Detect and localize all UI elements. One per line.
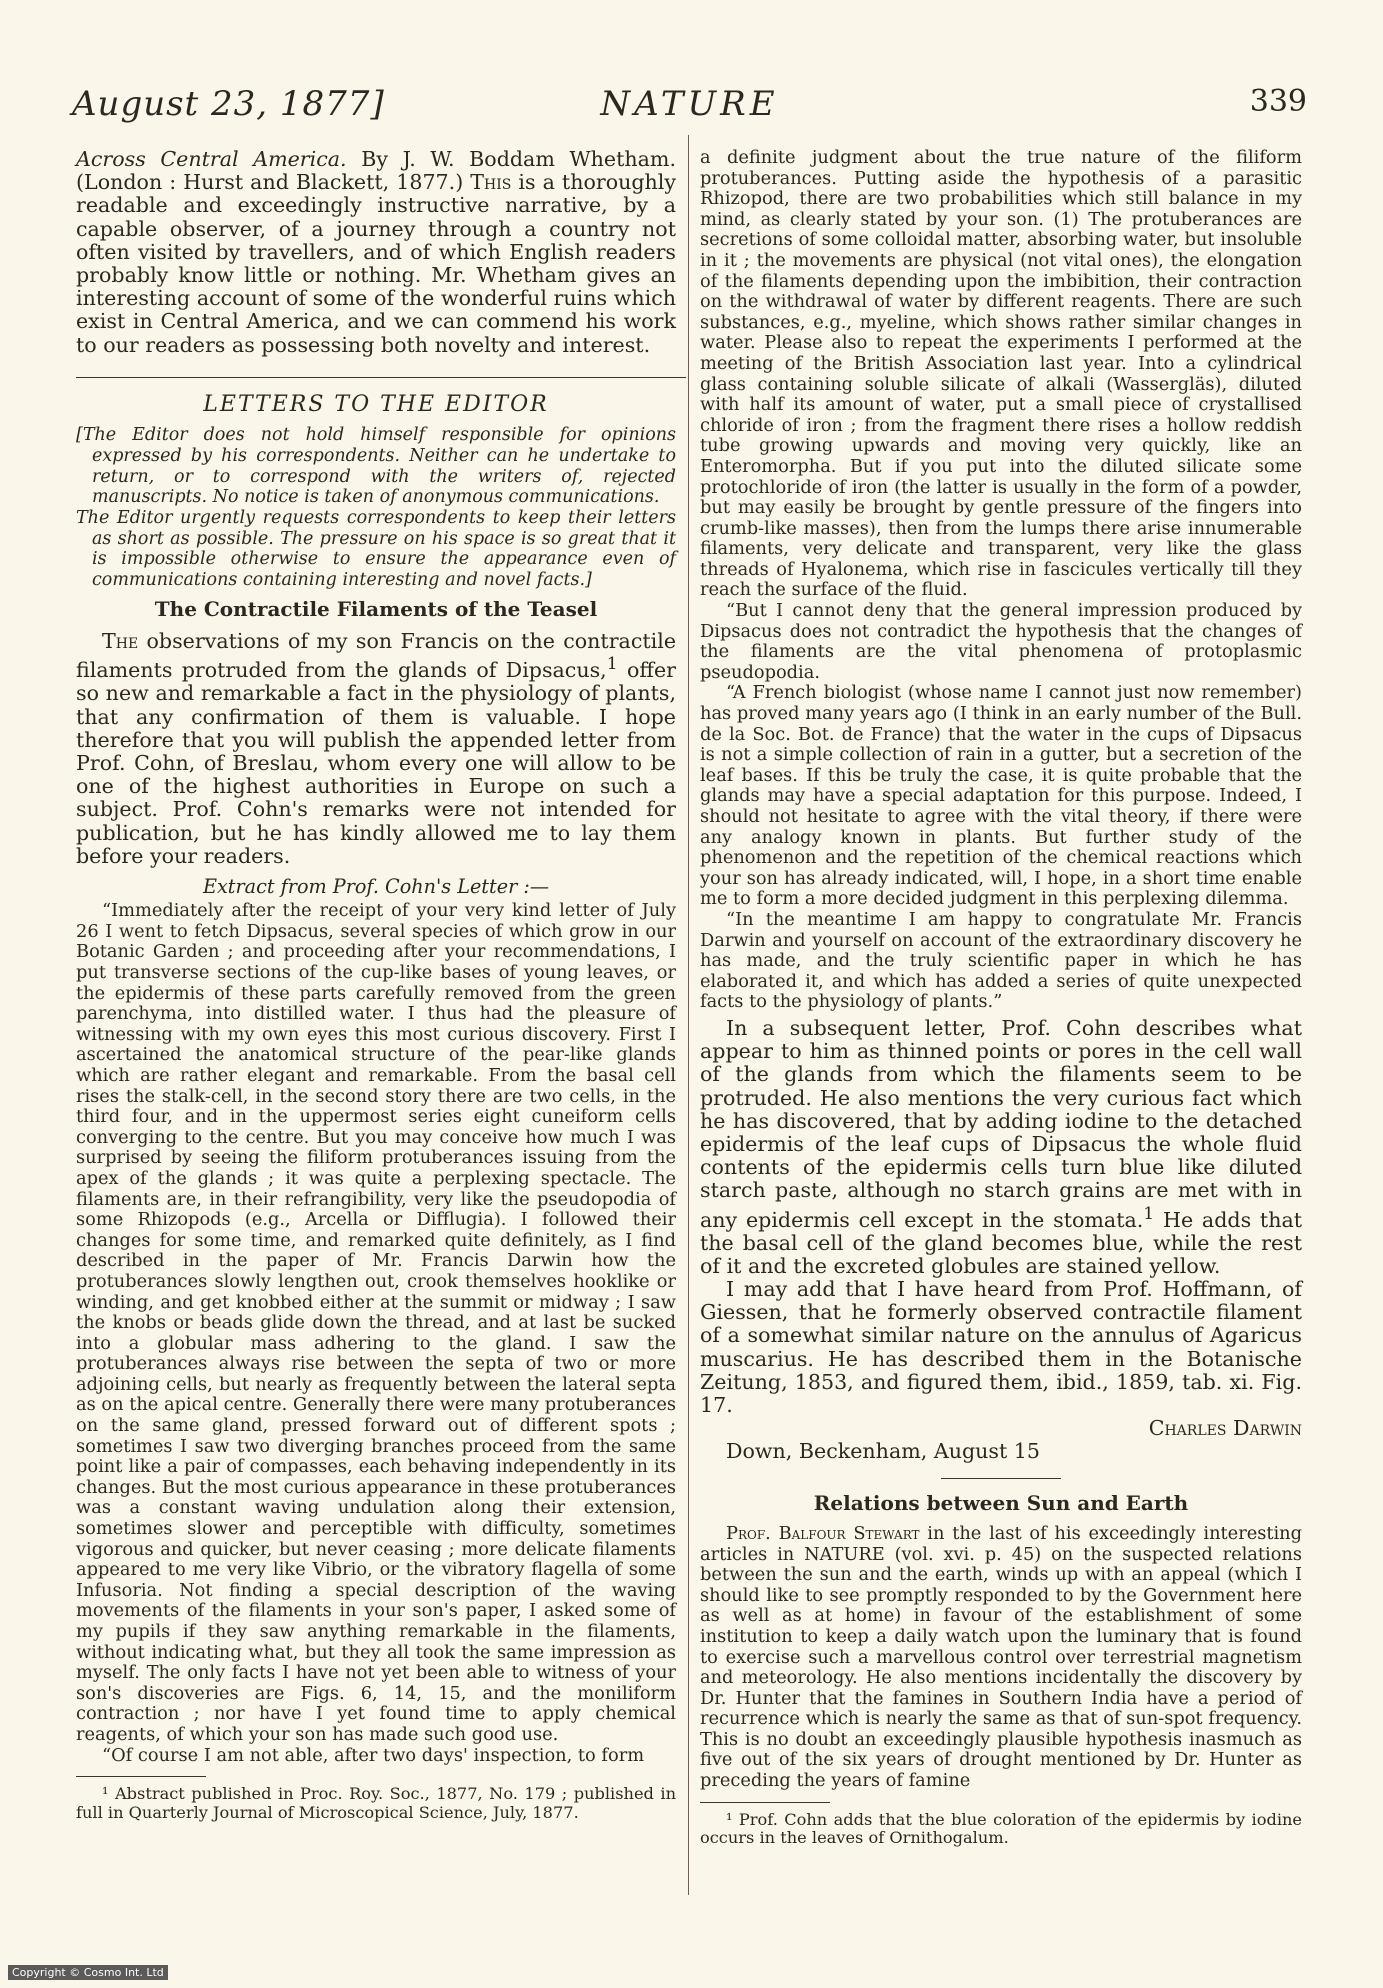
- footnote-rule-2: [700, 1802, 830, 1803]
- copyright-watermark: Copyright © Cosmo Int. Ltd: [8, 1965, 168, 1980]
- subsequent-text-b: He adds that the basal cell of the gland becomes blue, while the rest of it and the excreted globules are stained yellow.: [700, 1207, 1303, 1278]
- editor-disclaimer-2: The Editor urgently requests correspondents to keep their letters as short as possible. The pressure on his space is so great that it is impossible otherwise to ensure the appearance even of communications containing interesting and novel facts.]: [76, 507, 676, 591]
- dateline: Down, Beckenham, August 15: [726, 1439, 1041, 1464]
- extract-paragraph-meantime: “In the meantime I am happy to congratulate Mr. Francis Darwin and yourself on account of the extraordinary discovery he has made, and the truly scientific paper in which he has elaborated it, and which has added a series of quite unexpected facts to the physiology of plants.”: [700, 908, 1302, 1013]
- review-publisher: (London : Hurst and Blackett, 1877.): [76, 170, 464, 195]
- paragraph-subsequent: [700, 1017, 1302, 1278]
- page-number: 339: [1249, 84, 1307, 119]
- letter-2-text: in the last of his exceedingly interesting articles in NATURE (vol. xvi. p. 45) on the suspected relations between the sun and the earth, winds up with an appeal (which I should like to see promptly responded to by the Government here as well as at home) in favour of the establishment of some institution to keep a daily watch upon the luminary that is found to exercise such a marvellous control over terrestrial magnetism and meteorology. He also mentions incidentally the discovery by Dr. Hunter that the famines in Southern India have a period of recurrence which is nearly the same as that of sun-spot frequency. This is no doubt an exceedingly plausible hypothesis inasmuch as five out of the six years of drought mentioned by Dr. Hunter as preceding the years of famine: [700, 1522, 1303, 1792]
- footnote-marker: 1: [606, 654, 618, 675]
- letter-intro-text-a: observations of my son Francis on the contractile filaments protruded from the glands of Dipsacus,: [76, 629, 677, 683]
- footnote-rule: [76, 1776, 206, 1777]
- column-divider: [688, 135, 689, 1895]
- issue-date: August 23, 1877]: [72, 84, 385, 124]
- signature: Charles Darwin: [1148, 1416, 1302, 1441]
- book-review: [76, 148, 676, 357]
- extract-paragraph-1: “Immediately after the receipt of your very kind letter of July 26 I went to fetch Dipsacus, several species of which grow in our Botanic Garden ; and proceeding after your recommendations, I put transverse sections of the cup-like bases of young leaves, or the epidermis of these parts carefully removed from the green parenchyma, into distilled water. I thus had the pleasure of witnessing with my own eyes this most curious discovery. First I ascertained the anatomical structure of the pear-like glands which are rather elegant and remarkable. From the basal cell rises the stalk-cell, in the second story there are two cells, in the third four, and in the uppermost series eight cuneiform cells converging to the centre. But you may conceive how much I was surprised by seeing the filiform protuberances issuing from the apex of the glands ; it was quite a perplexing spectacle. The filaments are, in their refrangibility, very like the pseudopodia of some Rhizopods (e.g., Arcella or Difflugia). I followed their changes for some time, and remarked quite definitely, as I find described in the paper of Mr. Francis Darwin how the protuberances slowly lengthen out, crook themselves hooklike or winding, and get knobbed either at the summit or midway ; I saw the knobs or beads glide down the thread, and at last be sucked into a globular mass adhering to the gland. I saw the protuberances always rise between the septa of two or more adjoining cells, but nearly as frequently between the lateral septa as on the apical centre. Generally there were many protuberances on the same gland, pressed forward out of different spots ; sometimes I saw two diverging branches proceed from the same point like a pair of compasses, each behaving independently in its changes. But the most curious appearance in these protuberances was a constant waving undulation along their extension, sometimes slower and perceptible with difficulty, sometimes vigorous and quicker, but never ceasing ; more delicate filaments appeared to me very like Vibrio, or the vibratory flagella of some Infusoria. Not finding a special description of the waving movements of the filaments in your son's paper, I asked some of my pupils if they saw anything remarkable in the filaments, without indicating what, but they all took the same impression as myself. The only facts I have not yet been able to witness of your son's discoveries are Figs. 6, 14, 15, and the moniliform contraction ; nor have I yet found time to apply chemical reagents, of which your son has made such good use.: [76, 900, 676, 1745]
- letter-2-body: [700, 1524, 1302, 1792]
- letter-separator: [941, 1478, 1061, 1479]
- extract-paragraph-cannot: “But I cannot deny that the general impression produced by Dipsacus does not contradict the hypothesis that the changes of the filaments are the vital phenomena of protoplasmic pseudopodia.: [700, 600, 1302, 683]
- footnote-2: ¹ Prof. Cohn adds that the blue coloration of the epidermis by iodine occurs in the leaves of Ornithogalum.: [700, 1809, 1302, 1848]
- footnote-1: ¹ Abstract published in Proc. Roy. Soc., 1877, No. 179 ; published in full in Quarterly Journal of Microscopical Science, July, 1877.: [76, 1784, 676, 1822]
- section-heading: LETTERS TO THE EDITOR: [203, 391, 549, 417]
- section-rule: [76, 377, 686, 378]
- footnote-marker: 1: [1143, 1203, 1155, 1224]
- review-author: By J. W. Boddam Whetham.: [361, 147, 676, 171]
- editor-disclaimer-1: [The Editor does not hold himself responsible for opinions expressed by his correspondents. Neither can he undertake to return, or to correspond with the writers of, rejected manuscripts. No notice is taken of anonymous communications.: [76, 425, 676, 508]
- review-lead-word: This: [470, 170, 512, 195]
- subsequent-text-a: In a subsequent letter, Prof. Cohn describes what appear to him as thinned points or pores in the cell wall of the glands from which the filaments seem to be protruded. He also mentions the very curious fact which he has discovered, that by adding iodine to the detached epidermis of the leaf cups of Dipsacus the whole fluid contents of the epidermis cells turn blue like diluted starch paste, although no starch grains are met with in any epidermis cell except in the stomata.: [700, 1015, 1302, 1232]
- signature-line: [700, 1417, 1302, 1440]
- running-header: [72, 84, 1307, 128]
- review-title: Across Central America.: [76, 147, 347, 171]
- letter-2-title: Relations between Sun and Earth: [813, 1490, 1189, 1515]
- letter-lead-word: The: [102, 629, 139, 654]
- extract-paragraph-french: “A French biologist (whose name I cannot just now remember) has proved many years ago (I think in an early number of the Bull. de la Soc. Bot. de France) that the water in the cups of Dipsacus is not a simple collection of rain in a gutter, but a secretion of the leaf bases. If this be truly the case, it is quite probable that the glands may have a special adaptation for this purpose. Indeed, I should not hesitate to agree with the vital theory, if there were any analogy known in plants. But further study of the phenomenon and the repetition of the chemical reactions which your son has already indicated, will, I hope, in a short time enable me to form a more decided judgment in this perplexing dilemma.: [700, 682, 1302, 910]
- journal-title: NATURE: [600, 84, 779, 124]
- paragraph-hoffmann: I may add that I have heard from Prof. Hoffmann, of Giessen, that he formerly observed contractile filament of a somewhat similar nature on the annulus of Agaricus muscarius. He has described them in the Botanische Zeitung, 1853, and figured them, ibid., 1859, tab. xi. Fig. 17.: [700, 1277, 1302, 1418]
- extract-paragraph-2-start: “Of course I am not able, after two days' inspection, to form: [102, 1744, 645, 1766]
- extract-continuation: a definite judgment about the true nature of the filiform protuberances. Putting aside the hypothesis of a parasitic Rhizopod, there are two probabilities which still balance in my mind, as clearly stated by your son. (1) The protuberances are secretions of some colloidal matter, absorbing water, but insoluble in it ; the movements are physical (not vital ones), the elongation of the filaments depending upon the imbibition, their contraction on the withdrawal of water by different reagents. There are such substances, e.g., myeline, which shows rather similar changes in water. Please also to repeat the experiments I performed at the meeting of the British Association last year. Into a cylindrical glass containing soluble silicate of alkali (Wassergläs), diluted with half its amount of water, put a small piece of crystallised chloride of iron ; from the fragment there rises a hollow reddish tube growing upwards and moving very quickly, like an Enteromorpha. But if you put into the diluted silicate some protochloride of iron (the latter is usually in the form of a powder, but may easily be brought by gentle pressure of the fingers into crumb-like masses), then from the lumps there arise innumerable filaments, very delicate and transparent, very like the glass threads of Hyalonema, which rise in fascicules vertically till they reach the surface of the fluid.: [700, 147, 1302, 601]
- letter-intro: [76, 630, 676, 868]
- right-column: [700, 148, 1302, 1848]
- letter-title: The Contractile Filaments of the Teasel: [154, 596, 598, 621]
- letter-intro-text-b: offer so new and remarkable a fact in the physiology of plants, that any confirmation of them is valuable. I hope therefore that you will publish the appended letter from Prof. Cohn, of Breslau, whom every one will allow to be one of the highest authorities in Europe on such a subject. Prof. Cohn's remarks were not intended for publication, but he has kindly allowed me to lay them before your readers.: [76, 658, 677, 868]
- left-column: [76, 148, 676, 1823]
- extract-heading: Extract from Prof. Cohn's Letter :—: [202, 874, 550, 898]
- letter-2-lead: Prof. Balfour Stewart: [726, 1522, 920, 1544]
- review-body: is a thoroughly readable and exceedingly instructive narrative, by a capable observer, of a journey through a country not often visited by travellers, and of which English readers probably know little or nothing. Mr. Whetham gives an interesting account of some of the wonderful ruins which exist in Central America, and we can commend his work to our readers as possessing both novelty and interest.: [76, 170, 677, 357]
